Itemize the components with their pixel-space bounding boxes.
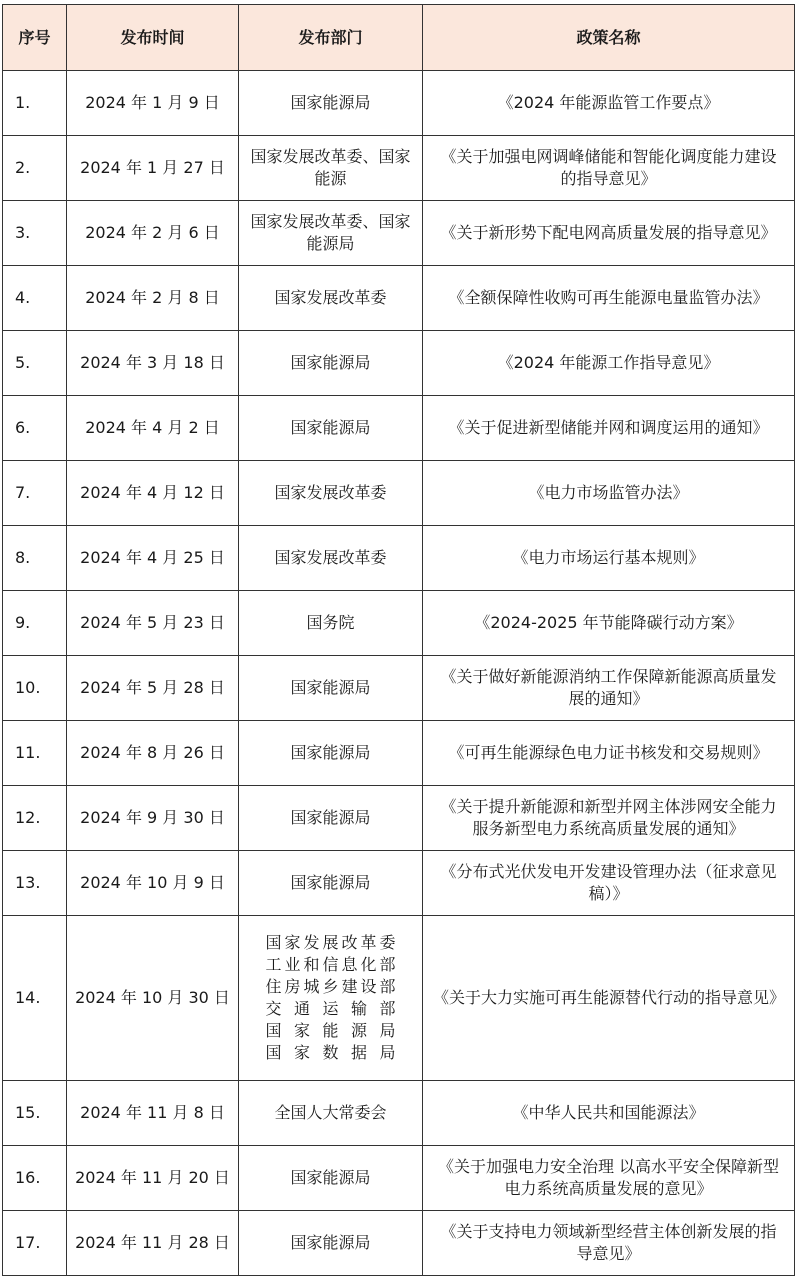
cell-name: 《2024 年能源监管工作要点》: [423, 71, 795, 136]
table-row: [3, 396, 795, 461]
cell-seq: 14.: [3, 916, 67, 1081]
cell-name: 《关于新形势下配电网高质量发展的指导意见》: [423, 201, 795, 266]
cell-dept: 国家能源局: [239, 71, 423, 136]
cell-dept: 国家能源局: [239, 721, 423, 786]
cell-name: 《可再生能源绿色电力证书核发和交易规则》: [423, 721, 795, 786]
cell-name: 《关于加强电力安全治理 以高水平安全保障新型电力系统高质量发展的意见》: [423, 1146, 795, 1211]
cell-dept: 国家发展改革委: [239, 526, 423, 591]
cell-dept: 国家能源局: [239, 656, 423, 721]
table-row: [3, 656, 795, 721]
dept-line: 工业和信息化部: [265, 955, 396, 974]
dept-line: 国家数据局: [265, 1043, 396, 1062]
table-row: [3, 851, 795, 916]
table-row: [3, 461, 795, 526]
cell-date: 2024 年 11 月 8 日: [67, 1081, 239, 1146]
cell-date: 2024 年 8 月 26 日: [67, 721, 239, 786]
cell-dept: 国家能源局: [239, 1211, 423, 1276]
cell-dept: 国家能源局: [239, 1146, 423, 1211]
cell-name: 《分布式光伏发电开发建设管理办法（征求意见稿）》: [423, 851, 795, 916]
cell-date: 2024 年 2 月 8 日: [67, 266, 239, 331]
table-row: [3, 591, 795, 656]
cell-name: 《电力市场监管办法》: [423, 461, 795, 526]
cell-seq: 7.: [3, 461, 67, 526]
cell-seq: 5.: [3, 331, 67, 396]
table-row: [3, 786, 795, 851]
header-dept: 发布部门: [239, 5, 423, 71]
table-header-row: [3, 5, 795, 71]
cell-dept: 国家能源局: [239, 786, 423, 851]
cell-name: 《关于加强电网调峰储能和智能化调度能力建设的指导意见》: [423, 136, 795, 201]
cell-name: 《关于做好新能源消纳工作保障新能源高质量发展的通知》: [423, 656, 795, 721]
cell-seq: 4.: [3, 266, 67, 331]
cell-date: 2024 年 1 月 9 日: [67, 71, 239, 136]
dept-line: 国家发展改革委: [265, 933, 396, 952]
cell-seq: 9.: [3, 591, 67, 656]
table-row: [3, 266, 795, 331]
cell-dept: [239, 916, 423, 1081]
cell-dept: 国家发展改革委: [239, 461, 423, 526]
cell-date: 2024 年 3 月 18 日: [67, 331, 239, 396]
cell-seq: 11.: [3, 721, 67, 786]
dept-line: 交通运输部: [265, 999, 396, 1018]
cell-seq: 17.: [3, 1211, 67, 1276]
cell-seq: 16.: [3, 1146, 67, 1211]
dept-line: 住房城乡建设部: [265, 977, 396, 996]
cell-dept: 国家发展改革委: [239, 266, 423, 331]
table-row: [3, 916, 795, 1081]
cell-date: 2024 年 4 月 25 日: [67, 526, 239, 591]
table-row: [3, 201, 795, 266]
cell-dept: 国家发展改革委、国家能源局: [239, 201, 423, 266]
cell-seq: 2.: [3, 136, 67, 201]
cell-seq: 1.: [3, 71, 67, 136]
cell-seq: 15.: [3, 1081, 67, 1146]
table-row: [3, 1081, 795, 1146]
cell-date: 2024 年 5 月 23 日: [67, 591, 239, 656]
cell-name: 《2024-2025 年节能降碳行动方案》: [423, 591, 795, 656]
cell-date: 2024 年 11 月 20 日: [67, 1146, 239, 1211]
header-name: 政策名称: [423, 5, 795, 71]
cell-dept: 国家能源局: [239, 331, 423, 396]
cell-date: 2024 年 10 月 30 日: [67, 916, 239, 1081]
cell-date: 2024 年 2 月 6 日: [67, 201, 239, 266]
table-row: [3, 721, 795, 786]
cell-date: 2024 年 9 月 30 日: [67, 786, 239, 851]
header-date: 发布时间: [67, 5, 239, 71]
dept-line: 国家能源局: [265, 1021, 396, 1040]
cell-name: 《中华人民共和国能源法》: [423, 1081, 795, 1146]
cell-name: 《关于提升新能源和新型并网主体涉网安全能力服务新型电力系统高质量发展的通知》: [423, 786, 795, 851]
cell-name: 《全额保障性收购可再生能源电量监管办法》: [423, 266, 795, 331]
cell-seq: 13.: [3, 851, 67, 916]
cell-date: 2024 年 11 月 28 日: [67, 1211, 239, 1276]
cell-date: 2024 年 10 月 9 日: [67, 851, 239, 916]
cell-name: 《关于支持电力领域新型经营主体创新发展的指导意见》: [423, 1211, 795, 1276]
cell-seq: 10.: [3, 656, 67, 721]
cell-date: 2024 年 5 月 28 日: [67, 656, 239, 721]
cell-dept: 国务院: [239, 591, 423, 656]
cell-date: 2024 年 1 月 27 日: [67, 136, 239, 201]
cell-dept: 国家能源局: [239, 396, 423, 461]
cell-dept: 全国人大常委会: [239, 1081, 423, 1146]
cell-date: 2024 年 4 月 2 日: [67, 396, 239, 461]
cell-date: 2024 年 4 月 12 日: [67, 461, 239, 526]
policy-table: [2, 4, 795, 1276]
header-seq: 序号: [3, 5, 67, 71]
table-row: [3, 1211, 795, 1276]
table-row: [3, 331, 795, 396]
cell-seq: 3.: [3, 201, 67, 266]
table-row: [3, 136, 795, 201]
cell-seq: 6.: [3, 396, 67, 461]
cell-name: 《电力市场运行基本规则》: [423, 526, 795, 591]
table-row: [3, 71, 795, 136]
cell-seq: 12.: [3, 786, 67, 851]
cell-dept: 国家发展改革委、国家能源: [239, 136, 423, 201]
table-row: [3, 526, 795, 591]
cell-name: 《关于大力实施可再生能源替代行动的指导意见》: [423, 916, 795, 1081]
cell-name: 《关于促进新型储能并网和调度运用的通知》: [423, 396, 795, 461]
cell-name: 《2024 年能源工作指导意见》: [423, 331, 795, 396]
table-row: [3, 1146, 795, 1211]
cell-dept: 国家能源局: [239, 851, 423, 916]
cell-seq: 8.: [3, 526, 67, 591]
